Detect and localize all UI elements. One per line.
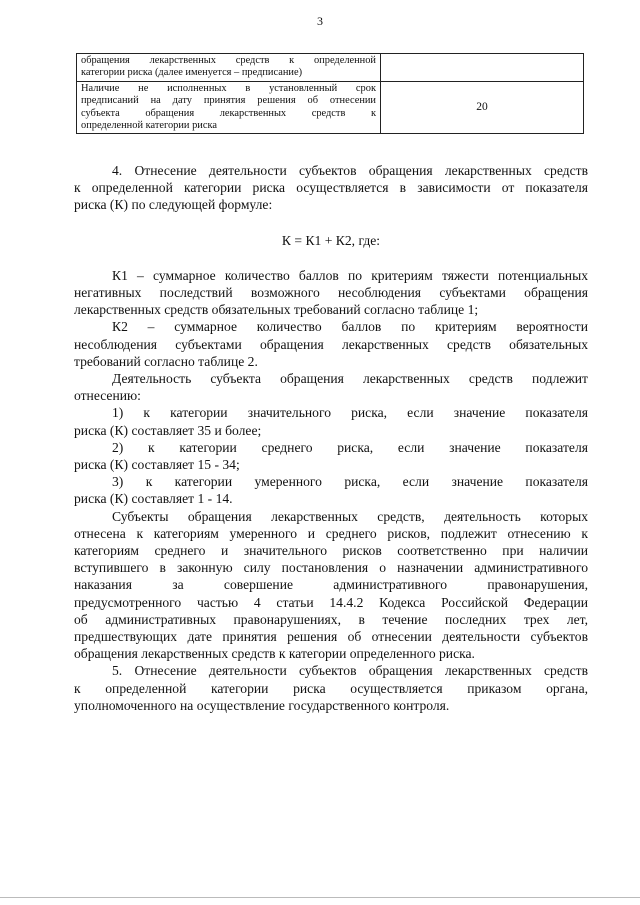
text-line: 5. Отнесение деятельности субъектов обращения лекарственных средств	[112, 663, 588, 679]
criterion-cell	[77, 81, 381, 134]
text-line: риска (К) по следующей формуле:	[74, 197, 273, 213]
text-line: категории риска (далее именуется – предписание)	[81, 67, 303, 79]
text-line: К1 – суммарное количество баллов по критериям тяжести потенциальных	[112, 267, 588, 283]
text-line: лекарственных средств обязательных требований согласно таблице 1;	[74, 302, 479, 318]
text-line: обращения лекарственных средств к определенной	[81, 55, 376, 66]
text-line: 3) к категории умеренного риска, если значение показателя	[112, 474, 588, 490]
score-cell	[381, 54, 584, 82]
table-row	[77, 81, 584, 134]
text-line: уполномоченного на осуществление государственного контроля.	[74, 697, 450, 713]
text-line: негативных последствий возможного несоблюдения субъектами обращения	[74, 285, 588, 301]
text-line: к определенной категории риска осуществляется приказом органа,	[74, 680, 588, 696]
text-line: 4. Отнесение деятельности субъектов обращения лекарственных средств	[112, 163, 588, 178]
text-line: Деятельность субъекта обращения лекарственных средств подлежит	[112, 371, 588, 387]
text-line: об административных правонарушениях, в течение последних трех лет,	[74, 611, 588, 627]
criterion-cell	[77, 54, 381, 82]
page-number: 3	[317, 14, 323, 28]
text-line: Наличие не исполненных в установленный срок	[81, 82, 376, 94]
text-line: предписаний на дату принятия решения об отнесении	[81, 95, 376, 107]
score-cell: 20	[381, 81, 584, 134]
document-body	[74, 162, 588, 714]
risk-formula: К = К1 + К2, где:	[281, 232, 381, 248]
text-line: 1) к категории значительного риска, если значение показателя	[112, 405, 588, 421]
text-line: предшествующих дате принятия решения об отнесении деятельности субъектов	[74, 629, 588, 645]
text-line: вступившего в законную силу постановления о назначении административного	[74, 560, 588, 576]
text-line: отнесению:	[74, 388, 141, 404]
text-line: обращения лекарственных средств к категории определенного риска.	[74, 646, 475, 662]
text-line: субъекта обращения лекарственных средств к	[81, 107, 376, 119]
text-line: предусмотренного частью 4 статьи 14.4.2 Кодекса Российской Федерации	[74, 594, 588, 610]
criteria-table	[76, 53, 584, 134]
scan-edge-line	[0, 897, 640, 898]
text-line: несоблюдения субъектами обращения лекарственных средств обязательных	[74, 336, 588, 352]
text-line: отнесена к категориям умеренного и среднего рисков, подлежит отнесению к	[74, 525, 588, 541]
text-line: Субъекты обращения лекарственных средств, деятельность которых	[112, 508, 588, 524]
text-line: требований согласно таблице 2.	[74, 353, 258, 369]
text-line: к определенной категории риска осуществляется в зависимости от показателя	[74, 180, 588, 196]
text-line: определенной категории риска	[81, 120, 217, 132]
text-line: категориям среднего и значительного рисков соответственно при наличии	[74, 543, 588, 559]
table-row	[77, 54, 584, 82]
text-line: наказания за совершение административного правонарушения,	[74, 577, 588, 593]
text-line: риска (К) составляет 35 и более;	[74, 422, 262, 438]
text-line: 2) к категории среднего риска, если значение показателя	[112, 439, 588, 455]
text-line: риска (К) составляет 15 - 34;	[74, 457, 240, 473]
text-line: риска (К) составляет 1 - 14.	[74, 491, 233, 507]
text-line: К2 – суммарное количество баллов по критериям вероятности	[112, 319, 588, 335]
